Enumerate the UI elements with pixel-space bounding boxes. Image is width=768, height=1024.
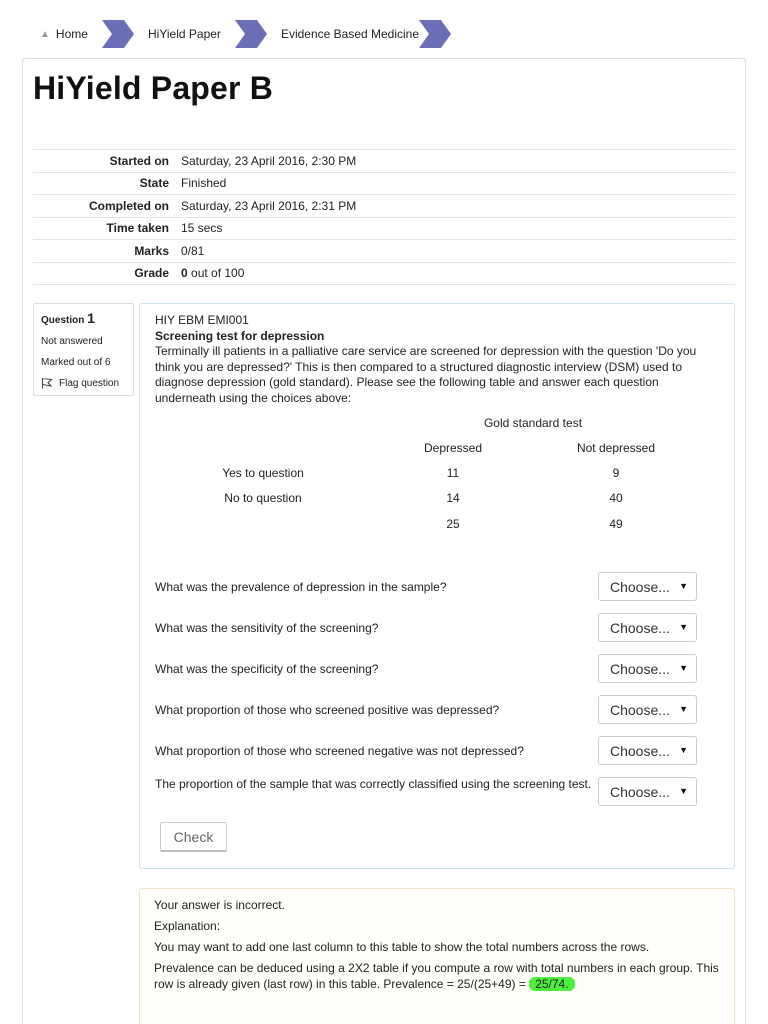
breadcrumb-home-link[interactable]	[40, 20, 102, 48]
attempt-summary-table	[33, 149, 735, 285]
breadcrumb-home-label: Home	[55, 27, 88, 41]
table-column-header: Depressed	[423, 441, 483, 455]
summary-value: Finished	[181, 176, 227, 191]
question-info-box	[33, 303, 134, 396]
table-cell: 40	[609, 491, 623, 505]
answer-select[interactable]	[598, 777, 697, 806]
summary-row	[33, 262, 735, 285]
feedback-line	[154, 961, 720, 992]
summary-value: 0/81	[181, 243, 205, 258]
summary-label: Marks	[134, 243, 169, 258]
summary-value: Saturday, 23 April 2016, 2:31 PM	[181, 198, 357, 213]
subquestion-text: What was the specificity of the screening?	[155, 662, 379, 676]
dropdown-arrow-icon: ▼	[679, 745, 688, 755]
breadcrumb-separator-icon	[102, 20, 134, 48]
question-status: Not answered	[41, 336, 103, 347]
flag-question-link[interactable]	[41, 377, 126, 389]
dropdown-arrow-icon: ▼	[679, 581, 688, 591]
check-button[interactable]: Check	[160, 822, 227, 852]
question-marks: Marked out of 6	[41, 357, 111, 368]
question-content	[139, 303, 735, 869]
grade-value: 0	[181, 266, 188, 281]
summary-row	[33, 195, 735, 218]
select-value: Choose...	[610, 578, 670, 595]
subquestion-text: The proportion of the sample that was correctly classified using the screening test.	[155, 777, 592, 791]
summary-row	[33, 172, 735, 195]
feedback-line: You may want to add one last column to this table to show the total numbers across the rows.	[154, 940, 650, 954]
question-text	[155, 313, 715, 406]
select-value: Choose...	[610, 783, 670, 800]
summary-row	[33, 150, 735, 173]
table-header: Gold standard test	[483, 416, 583, 430]
table-row-label: No to question	[224, 491, 302, 505]
question-title: Screening test for depression	[155, 328, 325, 343]
subquestion-text: What was the prevalence of depression in the sample?	[155, 580, 447, 594]
feedback-explanation-label: Explanation:	[154, 919, 221, 933]
feedback-result: Your answer is incorrect.	[154, 898, 285, 912]
breadcrumb-hiyield-link[interactable]: HiYield Paper	[148, 27, 221, 41]
select-value: Choose...	[610, 619, 670, 636]
answer-select[interactable]	[598, 736, 697, 765]
question-body: Terminally ill patients in a palliative care service are screened for depression with the question 'Do you think you are depressed?' This is then compared to a structured diagnostic interview (DSM) used to diagnose depression (gold standard). Please see the following table and answer each question underneath using the choices above:	[155, 344, 697, 405]
dropdown-arrow-icon: ▼	[679, 622, 688, 632]
summary-label: Grade	[134, 266, 169, 281]
answer-select[interactable]	[598, 654, 697, 683]
answer-select[interactable]	[598, 613, 697, 642]
dropdown-arrow-icon: ▼	[679, 663, 688, 673]
summary-row	[33, 240, 735, 263]
select-value: Choose...	[610, 742, 670, 759]
breadcrumb-separator-icon	[419, 20, 451, 48]
answer-select[interactable]	[598, 572, 697, 601]
table-cell: 14	[446, 491, 460, 505]
table-row-label: Yes to question	[222, 466, 304, 480]
subquestion-text: What proportion of those who screened positive was depressed?	[155, 703, 500, 717]
question-code: HIY EBM EMI001	[155, 313, 249, 327]
page-title: HiYield Paper B	[33, 70, 274, 106]
table-cell: 9	[612, 466, 620, 480]
table-cell: 49	[609, 517, 623, 531]
table-cell: 11	[446, 466, 460, 480]
grade-suffix: out of 100	[187, 266, 245, 281]
summary-value: Saturday, 23 April 2016, 2:30 PM	[181, 153, 357, 168]
answer-select[interactable]	[598, 695, 697, 724]
breadcrumb-ebm-link[interactable]: Evidence Based Medicine	[280, 27, 420, 41]
summary-value	[175, 262, 735, 285]
flag-icon	[41, 377, 53, 389]
summary-label: State	[139, 176, 169, 191]
breadcrumb-separator-icon	[235, 20, 267, 48]
breadcrumb	[40, 20, 451, 48]
question-number-value: 1	[87, 310, 95, 326]
summary-row	[33, 217, 735, 240]
summary-label: Started on	[109, 153, 169, 168]
dropdown-arrow-icon: ▼	[679, 786, 688, 796]
summary-label: Time taken	[106, 221, 169, 236]
table-cell: 25	[446, 517, 460, 531]
table-column-header: Not depressed	[576, 441, 656, 455]
subquestion-text: What proportion of those who screened negative was not depressed?	[155, 744, 524, 758]
feedback-highlight: 25/74.	[529, 977, 574, 991]
summary-value: 15 secs	[181, 221, 223, 236]
summary-label: Completed on	[89, 198, 169, 213]
subquestion-text: What was the sensitivity of the screening?	[155, 621, 379, 635]
select-value: Choose...	[610, 660, 670, 677]
question-number	[41, 310, 126, 326]
feedback-prevalence-text: Prevalence can be deduced using a 2X2 table if you compute a row with total numbers in each group. This row is already given (last row) in this table. Prevalence = 25/(25+49) =	[154, 961, 719, 991]
feedback-box	[139, 888, 735, 1024]
question-label: Question	[41, 315, 85, 326]
flag-question-label: Flag question	[59, 377, 120, 389]
home-icon: ▲	[40, 28, 50, 40]
dropdown-arrow-icon: ▼	[679, 704, 688, 714]
select-value: Choose...	[610, 701, 670, 718]
